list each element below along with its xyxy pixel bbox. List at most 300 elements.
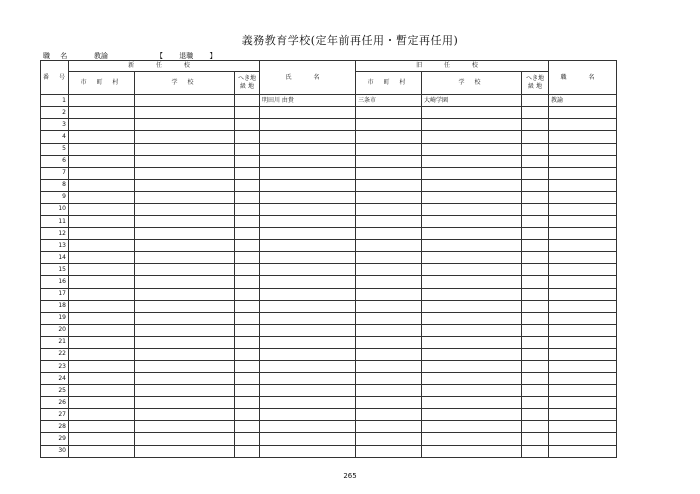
old-school-cell xyxy=(422,240,522,252)
new-city-cell xyxy=(69,385,135,397)
name-cell xyxy=(260,288,356,300)
new-city-cell xyxy=(69,131,135,143)
row-number: 6 xyxy=(41,155,69,167)
new-city-cell xyxy=(69,433,135,445)
name-cell: 明田川 由貴 xyxy=(260,95,356,107)
table-row xyxy=(41,107,617,119)
header-new-remote-line1: へき地 xyxy=(237,75,256,83)
row-number: 13 xyxy=(41,240,69,252)
header-old-school: 旧 任 校 xyxy=(356,61,549,72)
old-city-cell xyxy=(356,324,422,336)
new-school-cell xyxy=(135,336,235,348)
new-city-cell xyxy=(69,228,135,240)
old-city-cell xyxy=(356,276,422,288)
table-row xyxy=(41,385,617,397)
new-city-cell xyxy=(69,409,135,421)
new-city-cell xyxy=(69,179,135,191)
header-new-city: 市 町 村 xyxy=(69,72,135,95)
new-remote-cell xyxy=(235,433,260,445)
header-row-top xyxy=(41,61,617,72)
header-old-city: 市 町 村 xyxy=(356,72,422,95)
old-city-cell xyxy=(356,107,422,119)
name-cell xyxy=(260,445,356,457)
old-remote-cell xyxy=(522,191,549,203)
new-remote-cell xyxy=(235,397,260,409)
table-row xyxy=(41,421,617,433)
position-cell xyxy=(549,119,617,131)
table-row xyxy=(41,155,617,167)
header-old-remote-line1: へき地 xyxy=(525,75,544,83)
position-cell xyxy=(549,324,617,336)
table-row xyxy=(41,143,617,155)
old-city-cell xyxy=(356,252,422,264)
position-cell xyxy=(549,288,617,300)
table-row xyxy=(41,409,617,421)
name-cell xyxy=(260,203,356,215)
new-school-cell xyxy=(135,95,235,107)
new-remote-cell xyxy=(235,264,260,276)
header-old-remote-line2: 級 地 xyxy=(528,83,542,91)
new-city-cell xyxy=(69,360,135,372)
name-cell xyxy=(260,360,356,372)
name-cell xyxy=(260,179,356,191)
new-school-cell xyxy=(135,203,235,215)
row-number: 27 xyxy=(41,409,69,421)
old-remote-cell xyxy=(522,143,549,155)
old-remote-cell xyxy=(522,360,549,372)
old-remote-cell xyxy=(522,179,549,191)
row-number: 30 xyxy=(41,445,69,457)
old-school-cell: 大崎学園 xyxy=(422,95,522,107)
position-cell xyxy=(549,240,617,252)
position-cell xyxy=(549,107,617,119)
row-number: 9 xyxy=(41,191,69,203)
old-school-cell xyxy=(422,288,522,300)
new-remote-cell xyxy=(235,179,260,191)
table-row xyxy=(41,203,617,215)
position-cell xyxy=(549,312,617,324)
old-school-cell xyxy=(422,167,522,179)
table-row xyxy=(41,191,617,203)
type-bracket-close: 】 xyxy=(209,52,217,60)
new-school-cell xyxy=(135,143,235,155)
new-city-cell xyxy=(69,300,135,312)
new-city-cell xyxy=(69,143,135,155)
table-row xyxy=(41,348,617,360)
header-new-school: 新 任 校 xyxy=(69,61,260,72)
old-remote-cell xyxy=(522,119,549,131)
new-school-cell xyxy=(135,348,235,360)
row-number: 23 xyxy=(41,360,69,372)
new-school-cell xyxy=(135,131,235,143)
old-city-cell xyxy=(356,264,422,276)
row-number: 19 xyxy=(41,312,69,324)
old-school-cell xyxy=(422,433,522,445)
old-school-cell xyxy=(422,228,522,240)
position-cell xyxy=(549,385,617,397)
table-row xyxy=(41,264,617,276)
old-remote-cell xyxy=(522,131,549,143)
new-remote-cell xyxy=(235,191,260,203)
table-row xyxy=(41,119,617,131)
new-remote-cell xyxy=(235,143,260,155)
new-remote-cell xyxy=(235,216,260,228)
name-cell xyxy=(260,228,356,240)
old-remote-cell xyxy=(522,397,549,409)
new-school-cell xyxy=(135,276,235,288)
new-remote-cell xyxy=(235,95,260,107)
page-number: 265 xyxy=(343,472,357,480)
new-city-cell xyxy=(69,373,135,385)
new-city-cell xyxy=(69,445,135,457)
new-school-cell xyxy=(135,107,235,119)
new-remote-cell xyxy=(235,119,260,131)
table-row xyxy=(41,252,617,264)
position-cell xyxy=(549,276,617,288)
header-name: 氏 名 xyxy=(260,61,356,95)
new-city-cell xyxy=(69,397,135,409)
type-value: 退職 xyxy=(179,52,194,60)
table-row xyxy=(41,216,617,228)
name-cell xyxy=(260,409,356,421)
new-city-cell xyxy=(69,276,135,288)
name-cell xyxy=(260,155,356,167)
table-row xyxy=(41,300,617,312)
old-school-cell xyxy=(422,264,522,276)
new-remote-cell xyxy=(235,385,260,397)
row-number: 17 xyxy=(41,288,69,300)
row-number: 24 xyxy=(41,373,69,385)
transfer-table xyxy=(40,60,617,458)
row-number: 8 xyxy=(41,179,69,191)
table-row xyxy=(41,445,617,457)
new-city-cell xyxy=(69,312,135,324)
old-school-cell xyxy=(422,336,522,348)
position-cell xyxy=(549,348,617,360)
new-city-cell xyxy=(69,240,135,252)
old-school-cell xyxy=(422,312,522,324)
old-school-cell xyxy=(422,179,522,191)
old-remote-cell xyxy=(522,421,549,433)
position-cell xyxy=(549,167,617,179)
old-city-cell xyxy=(356,336,422,348)
row-number: 4 xyxy=(41,131,69,143)
old-city-cell xyxy=(356,167,422,179)
old-city-cell xyxy=(356,300,422,312)
old-school-cell xyxy=(422,360,522,372)
header-new-remote xyxy=(235,72,260,95)
position-cell xyxy=(549,252,617,264)
position-cell xyxy=(549,203,617,215)
old-city-cell xyxy=(356,421,422,433)
old-city-cell xyxy=(356,240,422,252)
new-school-cell xyxy=(135,179,235,191)
old-remote-cell xyxy=(522,167,549,179)
table-row xyxy=(41,95,617,107)
row-number: 26 xyxy=(41,397,69,409)
header-new-remote-line2: 級 地 xyxy=(240,83,254,91)
name-cell xyxy=(260,324,356,336)
position-cell xyxy=(549,409,617,421)
new-remote-cell xyxy=(235,167,260,179)
old-school-cell xyxy=(422,252,522,264)
old-remote-cell xyxy=(522,445,549,457)
position-cell xyxy=(549,179,617,191)
table-row xyxy=(41,373,617,385)
new-school-cell xyxy=(135,216,235,228)
row-number: 2 xyxy=(41,107,69,119)
new-city-cell xyxy=(69,167,135,179)
new-school-cell xyxy=(135,264,235,276)
old-remote-cell xyxy=(522,409,549,421)
old-remote-cell xyxy=(522,252,549,264)
new-remote-cell xyxy=(235,336,260,348)
old-remote-cell xyxy=(522,228,549,240)
name-cell xyxy=(260,397,356,409)
name-cell xyxy=(260,107,356,119)
new-remote-cell xyxy=(235,155,260,167)
new-school-cell xyxy=(135,360,235,372)
new-remote-cell xyxy=(235,240,260,252)
old-city-cell xyxy=(356,203,422,215)
old-school-cell xyxy=(422,143,522,155)
new-remote-cell xyxy=(235,252,260,264)
position-cell xyxy=(549,433,617,445)
row-number: 29 xyxy=(41,433,69,445)
row-number: 10 xyxy=(41,203,69,215)
new-remote-cell xyxy=(235,203,260,215)
old-remote-cell xyxy=(522,385,549,397)
header-position: 職 名 xyxy=(549,61,617,95)
old-city-cell xyxy=(356,179,422,191)
new-city-cell xyxy=(69,95,135,107)
new-school-cell xyxy=(135,433,235,445)
old-school-cell xyxy=(422,397,522,409)
position-cell: 教諭 xyxy=(549,95,617,107)
row-number: 18 xyxy=(41,300,69,312)
old-school-cell xyxy=(422,445,522,457)
new-school-cell xyxy=(135,324,235,336)
new-remote-cell xyxy=(235,360,260,372)
new-remote-cell xyxy=(235,312,260,324)
new-school-cell xyxy=(135,409,235,421)
old-school-cell xyxy=(422,348,522,360)
old-city-cell xyxy=(356,228,422,240)
new-city-cell xyxy=(69,155,135,167)
new-school-cell xyxy=(135,240,235,252)
old-school-cell xyxy=(422,131,522,143)
old-remote-cell xyxy=(522,336,549,348)
name-cell xyxy=(260,433,356,445)
new-school-cell xyxy=(135,228,235,240)
header-number: 番号 xyxy=(41,61,69,95)
new-school-cell xyxy=(135,119,235,131)
old-remote-cell xyxy=(522,95,549,107)
old-city-cell xyxy=(356,348,422,360)
position-cell xyxy=(549,373,617,385)
position-cell xyxy=(549,155,617,167)
old-remote-cell xyxy=(522,324,549,336)
position-cell xyxy=(549,397,617,409)
name-cell xyxy=(260,421,356,433)
name-cell xyxy=(260,312,356,324)
new-remote-cell xyxy=(235,276,260,288)
new-city-cell xyxy=(69,107,135,119)
row-number: 25 xyxy=(41,385,69,397)
old-city-cell xyxy=(356,385,422,397)
row-number: 3 xyxy=(41,119,69,131)
position-cell xyxy=(549,300,617,312)
old-city-cell xyxy=(356,373,422,385)
old-city-cell xyxy=(356,409,422,421)
old-school-cell xyxy=(422,216,522,228)
new-school-cell xyxy=(135,312,235,324)
position-cell xyxy=(549,216,617,228)
old-school-cell xyxy=(422,276,522,288)
table-row xyxy=(41,288,617,300)
old-city-cell xyxy=(356,119,422,131)
name-cell xyxy=(260,240,356,252)
new-remote-cell xyxy=(235,300,260,312)
name-cell xyxy=(260,336,356,348)
new-remote-cell xyxy=(235,373,260,385)
row-number: 1 xyxy=(41,95,69,107)
old-city-cell xyxy=(356,216,422,228)
table-row xyxy=(41,167,617,179)
new-city-cell xyxy=(69,191,135,203)
new-school-cell xyxy=(135,445,235,457)
old-city-cell xyxy=(356,312,422,324)
table-row xyxy=(41,360,617,372)
name-cell xyxy=(260,143,356,155)
row-number: 5 xyxy=(41,143,69,155)
name-cell xyxy=(260,264,356,276)
old-remote-cell xyxy=(522,107,549,119)
position-cell xyxy=(549,228,617,240)
old-school-cell xyxy=(422,385,522,397)
new-remote-cell xyxy=(235,409,260,421)
name-cell xyxy=(260,276,356,288)
old-school-cell xyxy=(422,373,522,385)
new-school-cell xyxy=(135,397,235,409)
old-school-cell xyxy=(422,191,522,203)
header-old-school-name: 学 校 xyxy=(422,72,522,95)
old-city-cell xyxy=(356,143,422,155)
row-number: 7 xyxy=(41,167,69,179)
new-school-cell xyxy=(135,385,235,397)
name-cell xyxy=(260,216,356,228)
old-city-cell xyxy=(356,155,422,167)
new-remote-cell xyxy=(235,107,260,119)
old-remote-cell xyxy=(522,216,549,228)
new-city-cell xyxy=(69,203,135,215)
new-city-cell xyxy=(69,288,135,300)
new-school-cell xyxy=(135,191,235,203)
new-remote-cell xyxy=(235,131,260,143)
position-cell xyxy=(549,131,617,143)
row-number: 11 xyxy=(41,216,69,228)
table-row xyxy=(41,312,617,324)
header-new-school-name: 学 校 xyxy=(135,72,235,95)
old-school-cell xyxy=(422,119,522,131)
old-school-cell xyxy=(422,324,522,336)
old-city-cell xyxy=(356,360,422,372)
new-remote-cell xyxy=(235,288,260,300)
position-cell xyxy=(549,191,617,203)
header-old-remote xyxy=(522,72,549,95)
table-row xyxy=(41,228,617,240)
new-remote-cell xyxy=(235,421,260,433)
table-row xyxy=(41,397,617,409)
new-city-cell xyxy=(69,216,135,228)
new-city-cell xyxy=(69,324,135,336)
position-cell xyxy=(549,421,617,433)
row-number: 16 xyxy=(41,276,69,288)
table-row xyxy=(41,240,617,252)
new-remote-cell xyxy=(235,324,260,336)
old-city-cell xyxy=(356,288,422,300)
new-remote-cell xyxy=(235,228,260,240)
new-city-cell xyxy=(69,119,135,131)
name-cell xyxy=(260,119,356,131)
old-school-cell xyxy=(422,107,522,119)
old-remote-cell xyxy=(522,240,549,252)
old-city-cell xyxy=(356,397,422,409)
old-city-cell: 三条市 xyxy=(356,95,422,107)
old-remote-cell xyxy=(522,300,549,312)
position-label: 職 名 xyxy=(43,52,72,60)
name-cell xyxy=(260,385,356,397)
new-remote-cell xyxy=(235,445,260,457)
new-school-cell xyxy=(135,373,235,385)
new-school-cell xyxy=(135,300,235,312)
row-number: 15 xyxy=(41,264,69,276)
old-remote-cell xyxy=(522,276,549,288)
table-row xyxy=(41,433,617,445)
row-number: 12 xyxy=(41,228,69,240)
old-remote-cell xyxy=(522,203,549,215)
name-cell xyxy=(260,191,356,203)
position-cell xyxy=(549,360,617,372)
new-city-cell xyxy=(69,252,135,264)
new-school-cell xyxy=(135,155,235,167)
position-cell xyxy=(549,264,617,276)
old-remote-cell xyxy=(522,348,549,360)
old-remote-cell xyxy=(522,433,549,445)
new-remote-cell xyxy=(235,348,260,360)
old-school-cell xyxy=(422,300,522,312)
table-row xyxy=(41,179,617,191)
old-city-cell xyxy=(356,131,422,143)
new-school-cell xyxy=(135,288,235,300)
row-number: 20 xyxy=(41,324,69,336)
table-row xyxy=(41,324,617,336)
new-school-cell xyxy=(135,167,235,179)
old-school-cell xyxy=(422,409,522,421)
old-school-cell xyxy=(422,421,522,433)
position-cell xyxy=(549,143,617,155)
type-bracket-open: 【 xyxy=(156,52,163,60)
old-city-cell xyxy=(356,433,422,445)
position-cell xyxy=(549,445,617,457)
position-value: 教諭 xyxy=(94,52,108,60)
name-cell xyxy=(260,167,356,179)
table-row xyxy=(41,131,617,143)
new-city-cell xyxy=(69,336,135,348)
position-cell xyxy=(549,336,617,348)
row-number: 14 xyxy=(41,252,69,264)
row-number: 21 xyxy=(41,336,69,348)
